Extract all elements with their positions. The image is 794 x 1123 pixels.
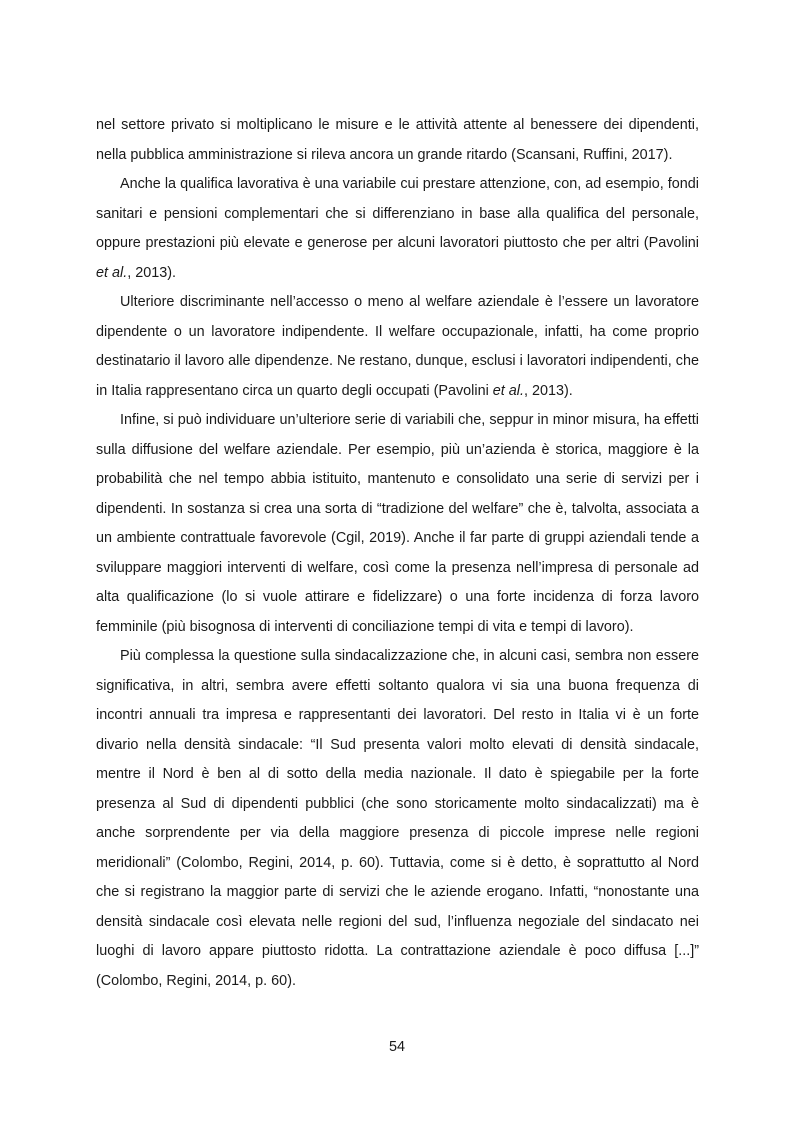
page-number: 54 <box>388 1039 405 1055</box>
paragraph-1 <box>96 111 699 170</box>
paragraph-2-text-a: Anche la qualifica lavorativa è una variabile cui prestare attenzione, con, ad esempio, fondi sanitari e pensioni complementari che si differenziano in base alla qualifica del personale, oppure prestazioni più elevate e generose per alcuni lavoratori piuttosto che per altri (Pavolini <box>96 176 699 251</box>
paragraph-2 <box>96 170 699 288</box>
paragraph-2-italic: et al. <box>96 264 128 281</box>
paragraph-5-text: Più complessa la questione sulla sindacalizzazione che, in alcuni casi, sembra non essere significativa, in altri, sembra avere effetti soltanto qualora vi sia una buona frequenza di incontri annuali tra impresa e rappresentanti dei lavoratori. Del resto in Italia vi è un forte divario nella densità sindacale: “Il Sud presenta valori molto elevati di densità sindacale, mentre il Nord è ben al di sotto della media nazionale. Il dato è spiegabile per la forte presenza al Sud di dipendenti pubblici (che sono storicamente molto sindacalizzati) ma è anche sorprendente per via della maggiore presenza di piccole imprese nelle regioni meridionali” (Colombo, Regini, 2014, p. 60). Tuttavia, come si è detto, è soprattutto al Nord che si registrano la maggior parte di servizi che le aziende erogano. Infatti, “nonostante una densità sindacale così elevata nelle regioni del sud, l’influenza negoziale del sindacato nei luoghi di lavoro appare piuttosto ridotta. La contrattazione aziendale è poco diffusa [...]” (Colombo, Regini, 2014, p. 60). <box>96 648 699 989</box>
paragraph-1-text: nel settore privato si moltiplicano le misure e le attività attente al benessere dei dipendenti, nella pubblica amministrazione si rileva ancora un grande ritardo (Scansani, Ruffini, 2017). <box>96 117 699 163</box>
paragraph-3-italic: et al. <box>492 382 524 399</box>
paragraph-3-text-a: Ulteriore discriminante nell’accesso o meno al welfare aziendale è l’essere un lavoratore dipendente o un lavoratore indipendente. Il welfare occupazionale, infatti, ha come proprio destinatario il lavoro alle dipendenze. Ne restano, dunque, esclusi i lavoratori indipendenti, che in Italia rappresentano circa un quarto degli occupati (Pavolini <box>96 294 699 399</box>
paragraph-4-text: Infine, si può individuare un’ulteriore serie di variabili che, seppur in minor misura, ha effetti sulla diffusione del welfare aziendale. Per esempio, più un’azienda è storica, maggiore è la probabilità che nel tempo abbia istituito, mantenuto e consolidato una serie di servizi per i dipendenti. In sostanza si crea una sorta di “tradizione del welfare” che è, talvolta, associata a un ambiente contrattuale favorevole (Cgil, 2019). Anche il far parte di gruppi aziendali tende a sviluppare maggiori interventi di welfare, così come la presenza nell’impresa di personale ad alta qualificazione (lo si vuole attirare e fidelizzare) o una forte incidenza di forza lavoro femminile (più bisognosa di interventi di conciliazione tempi di vita e tempi di lavoro). <box>96 412 699 635</box>
document-body <box>96 111 699 996</box>
paragraph-3 <box>96 288 699 406</box>
paragraph-3-text-b: , 2013). <box>523 382 573 399</box>
paragraph-2-text-b: , 2013). <box>127 264 177 281</box>
paragraph-4 <box>96 406 699 642</box>
paragraph-5 <box>96 642 699 996</box>
